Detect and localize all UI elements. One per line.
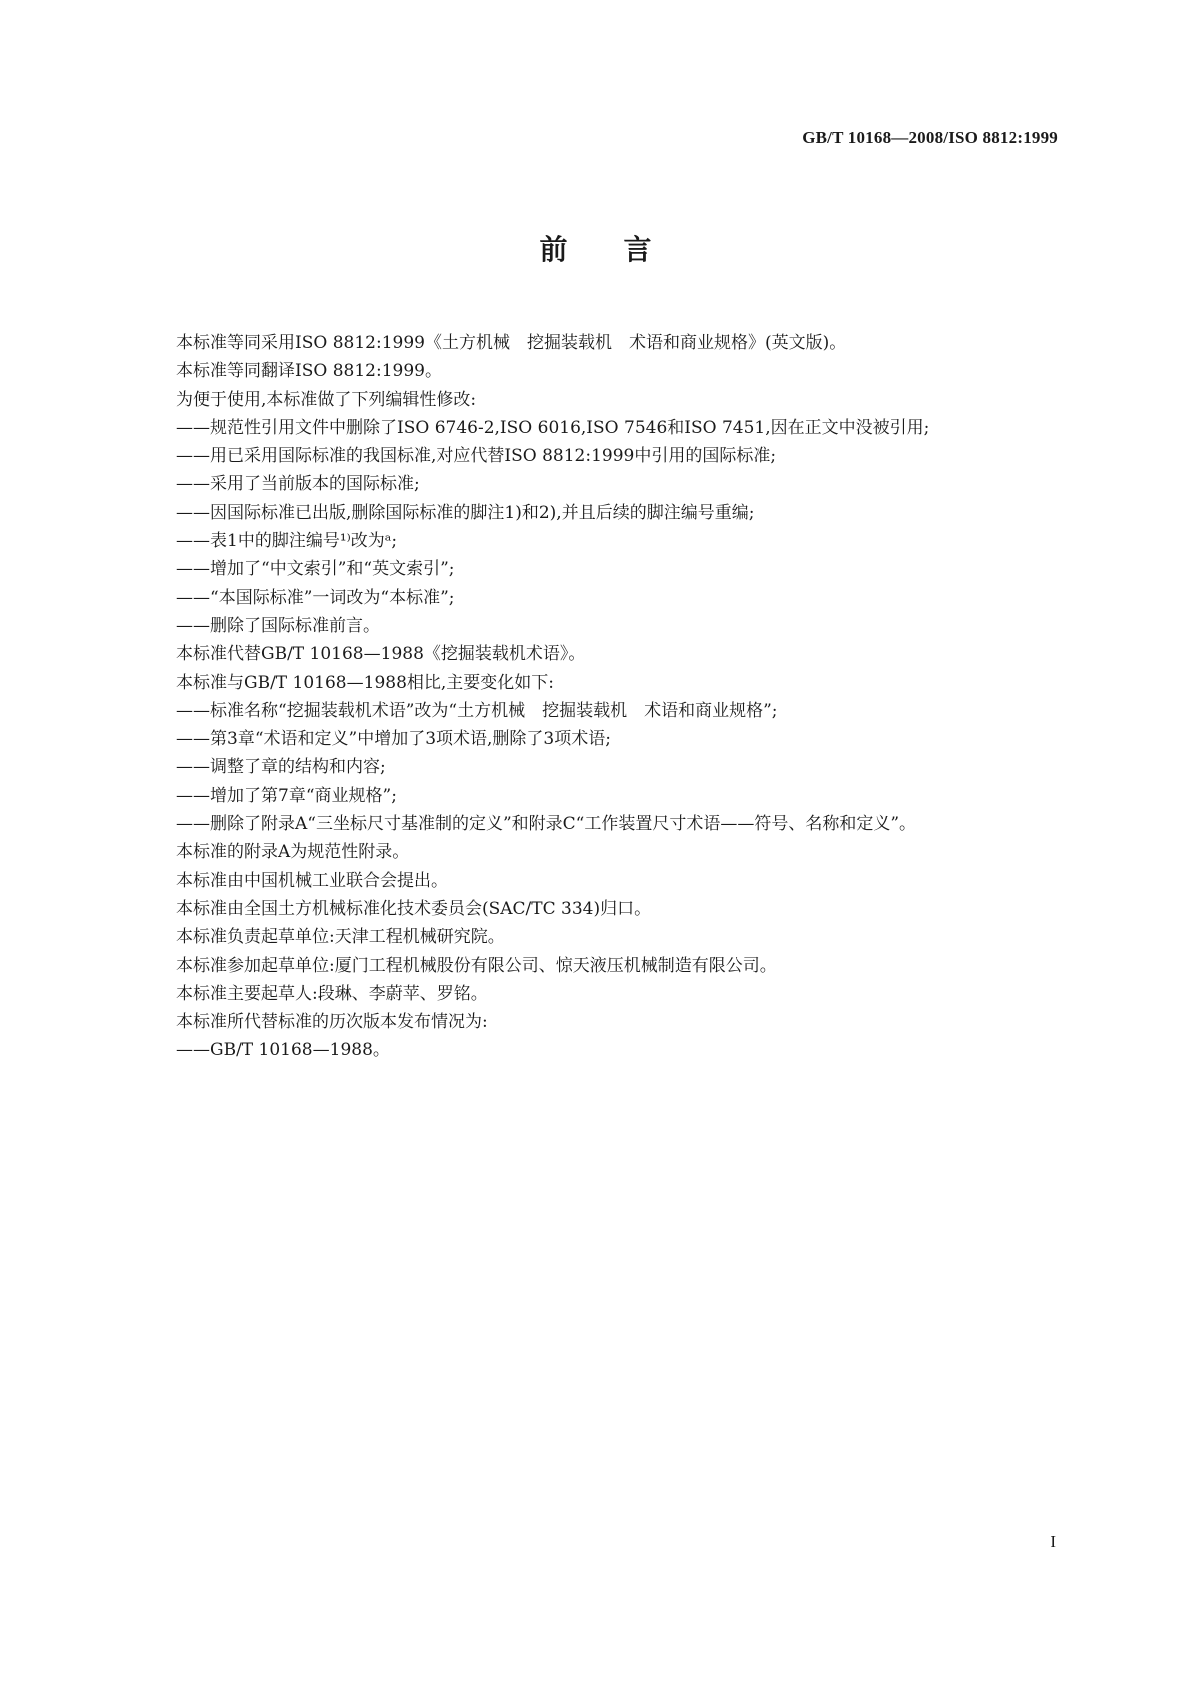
list-item: ——用已采用国际标准的我国标准,对应代替ISO 8812:1999中引用的国际标准; bbox=[176, 446, 777, 467]
list-item: ——“本国际标准”一词改为“本标准”; bbox=[176, 587, 455, 608]
paragraph: 本标准等同翻译ISO 8812:1999。 bbox=[176, 361, 442, 382]
list-item: ——第3章“术语和定义”中增加了3项术语,删除了3项术语; bbox=[176, 729, 611, 750]
paragraph: 本标准代替GB/T 10168—1988《挖掘装载机术语》。 bbox=[176, 644, 586, 665]
page-title: 前言 bbox=[539, 233, 708, 266]
foreword-body bbox=[176, 329, 1076, 1065]
paragraph: 为便于使用,本标准做了下列编辑性修改: bbox=[176, 389, 477, 410]
page-number: I bbox=[1050, 1532, 1056, 1551]
paragraph: 本标准参加起草单位:厦门工程机械股份有限公司、惊天液压机械制造有限公司。 bbox=[176, 955, 777, 976]
paragraph: 本标准由全国土方机械标准化技术委员会(SAC/TC 334)归口。 bbox=[176, 898, 652, 919]
paragraph: 本标准主要起草人:段琳、李蔚苹、罗铭。 bbox=[176, 983, 488, 1004]
list-item: ——规范性引用文件中删除了ISO 6746-2,ISO 6016,ISO 7546和ISO 7451,因在正文中没被引用; bbox=[176, 417, 930, 438]
list-item: ——删除了附录A“三坐标尺寸基准制的定义”和附录C“工作装置尺寸术语——符号、名称和定义”。 bbox=[176, 814, 917, 835]
list-item: ——调整了章的结构和内容; bbox=[176, 757, 386, 778]
list-item: ——GB/T 10168—1988。 bbox=[176, 1040, 390, 1061]
list-item: ——采用了当前版本的国际标准; bbox=[176, 474, 420, 495]
paragraph: 本标准等同采用ISO 8812:1999《土方机械 挖掘装载机 术语和商业规格》(英文版)。 bbox=[176, 333, 847, 353]
standard-code-header: GB/T 10168—2008/ISO 8812:1999 bbox=[802, 128, 1058, 147]
paragraph: 本标准的附录A为规范性附录。 bbox=[176, 842, 410, 863]
paragraph: 本标准与GB/T 10168—1988相比,主要变化如下: bbox=[176, 672, 555, 693]
paragraph: 本标准所代替标准的历次版本发布情况为: bbox=[176, 1012, 488, 1033]
list-item: ——因国际标准已出版,删除国际标准的脚注1)和2),并且后续的脚注编号重编; bbox=[176, 502, 755, 523]
paragraph: 本标准由中国机械工业联合会提出。 bbox=[176, 870, 448, 891]
list-item: ——删除了国际标准前言。 bbox=[176, 615, 380, 636]
list-item: ——标准名称“挖掘装载机术语”改为“土方机械 挖掘装载机 术语和商业规格”; bbox=[176, 700, 778, 721]
paragraph: 本标准负责起草单位:天津工程机械研究院。 bbox=[176, 927, 505, 948]
list-item: ——增加了“中文索引”和“英文索引”; bbox=[176, 559, 455, 580]
list-item: ——增加了第7章“商业规格”; bbox=[176, 785, 397, 806]
list-item: ——表1中的脚注编号¹⁾改为ᵃ; bbox=[176, 531, 398, 552]
